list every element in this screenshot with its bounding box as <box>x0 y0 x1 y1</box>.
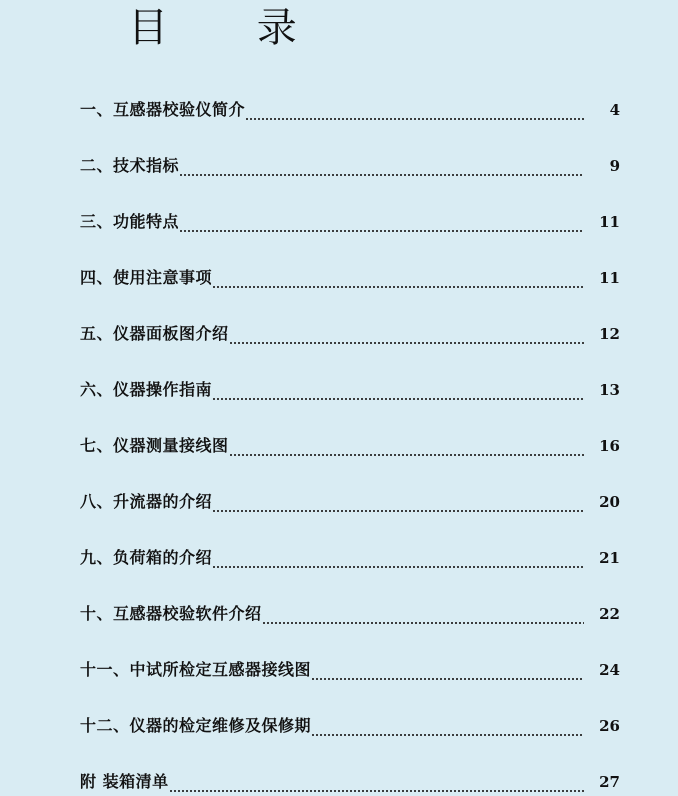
toc-leader-dots <box>311 716 584 736</box>
toc-leader-dots <box>212 548 584 568</box>
toc-entry-page: 9 <box>609 157 620 175</box>
toc-entry-label: 二、技术指标 <box>80 156 180 175</box>
toc-leader-dots <box>229 436 584 456</box>
toc-entry-page: 4 <box>609 101 620 119</box>
toc-entry-page: 26 <box>599 717 620 735</box>
toc-entry[interactable] <box>80 628 620 684</box>
toc-entry-label: 三、功能特点 <box>80 212 180 231</box>
toc-entry[interactable] <box>80 180 620 236</box>
toc-leader-dots <box>229 324 584 344</box>
toc-entry-page: 11 <box>599 269 620 287</box>
toc-entry[interactable] <box>80 572 620 628</box>
toc-entry-page: 13 <box>599 381 620 399</box>
toc-entry[interactable] <box>80 740 620 796</box>
toc-entry[interactable] <box>80 404 620 460</box>
toc-entry-label: 四、使用注意事项 <box>80 268 213 287</box>
toc-entry-label: 五、仪器面板图介绍 <box>80 324 229 343</box>
toc-leader-dots <box>179 212 584 232</box>
table-of-contents <box>80 68 620 796</box>
toc-entry[interactable] <box>80 68 620 124</box>
toc-entry-label: 六、仪器操作指南 <box>80 380 213 399</box>
toc-leader-dots <box>245 100 584 120</box>
toc-entry[interactable] <box>80 516 620 572</box>
toc-entry[interactable] <box>80 348 620 404</box>
toc-entry-page: 20 <box>599 493 620 511</box>
toc-entry-page: 24 <box>599 661 620 679</box>
toc-leader-dots <box>262 604 584 624</box>
toc-entry[interactable] <box>80 684 620 740</box>
toc-entry-label: 八、升流器的介绍 <box>80 492 213 511</box>
toc-entry[interactable] <box>80 124 620 180</box>
toc-leader-dots <box>311 660 584 680</box>
toc-leader-dots <box>212 492 584 512</box>
toc-entry-label: 七、仪器测量接线图 <box>80 436 229 455</box>
toc-entry-label: 九、负荷箱的介绍 <box>80 548 213 567</box>
toc-leader-dots <box>212 380 584 400</box>
toc-leader-dots <box>179 156 584 176</box>
toc-entry-page: 27 <box>599 773 620 791</box>
toc-entry-label: 十二、仪器的检定维修及保修期 <box>80 716 312 735</box>
toc-entry[interactable] <box>80 460 620 516</box>
toc-entry-label: 附 装箱清单 <box>80 772 169 791</box>
toc-entry[interactable] <box>80 236 620 292</box>
toc-entry[interactable] <box>80 292 620 348</box>
toc-entry-page: 21 <box>599 549 620 567</box>
toc-entry-label: 十一、中试所检定互感器接线图 <box>80 660 312 679</box>
page-title: 目 录 <box>128 5 335 51</box>
toc-entry-page: 12 <box>599 325 620 343</box>
toc-leader-dots <box>169 772 584 792</box>
toc-entry-page: 16 <box>599 437 620 455</box>
toc-entry-page: 22 <box>599 605 620 623</box>
toc-entry-label: 一、互感器校验仪简介 <box>80 100 246 119</box>
toc-entry-label: 十、互感器校验软件介绍 <box>80 604 262 623</box>
toc-leader-dots <box>212 268 584 288</box>
toc-entry-page: 11 <box>599 213 620 231</box>
